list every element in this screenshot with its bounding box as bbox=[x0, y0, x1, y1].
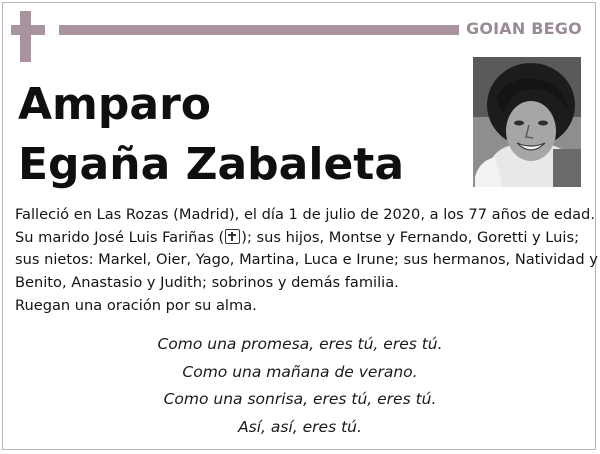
notice-line-2a: Su marido José Luis Fariñas ( bbox=[15, 228, 225, 246]
portrait-photo bbox=[473, 57, 581, 187]
deceased-first-name: Amparo bbox=[18, 79, 212, 130]
notice-line-2 bbox=[15, 227, 587, 250]
deceased-surnames: Egaña Zabaleta bbox=[18, 139, 405, 190]
poem bbox=[0, 331, 600, 441]
poem-line-4: Así, así, eres tú. bbox=[238, 417, 362, 436]
header-divider-bar bbox=[59, 25, 459, 35]
notice-line-5: Ruegan una oración por su alma. bbox=[15, 296, 257, 314]
notice-line-3: sus nietos: Markel, Oier, Yago, Martina, Luca e Irune; sus hermanos, Natividad y bbox=[15, 251, 598, 269]
header-label: GOIAN BEGO bbox=[466, 19, 582, 38]
poem-line-3: Como una sonrisa, eres tú, eres tú. bbox=[163, 390, 437, 408]
poem-line-2: Como una mañana de verano. bbox=[182, 362, 418, 381]
notice-line-1: Falleció en Las Rozas (Madrid), el día 1 de julio de 2020, a los 77 años de edad. bbox=[15, 206, 595, 223]
notice-line-2b: ); sus hijos, Montse y Fernando, Goretti y Luis; bbox=[241, 228, 580, 246]
deceased-cross-icon bbox=[225, 229, 240, 244]
notice-text bbox=[15, 204, 598, 317]
notice-line-4: Benito, Anastasio y Judith; sobrinos y demás familia. bbox=[15, 274, 399, 292]
poem-line-1: Como una promesa, eres tú, eres tú. bbox=[157, 335, 443, 353]
